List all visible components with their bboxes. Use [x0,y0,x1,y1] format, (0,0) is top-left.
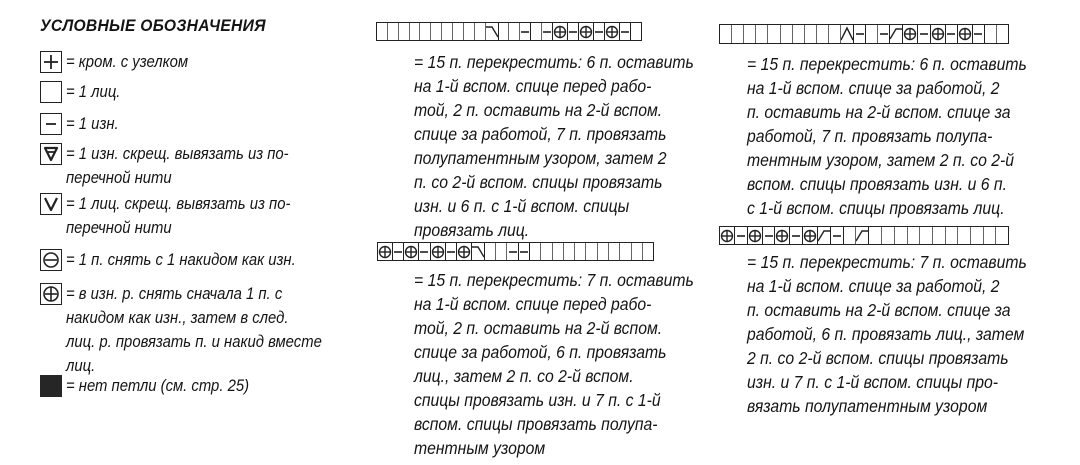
chart-cell-knit [377,23,388,40]
chart-cell-purl [519,243,530,260]
chart-cell-knit [895,227,908,244]
chart-cell-cable [485,243,496,260]
chart-cell-slip-knit-together [903,25,918,43]
chart-cell-knit [431,23,442,40]
chart-cell-cable-cross [472,243,485,260]
legend-item [40,50,202,74]
chart-cell-purl [620,23,631,40]
chart-cell-slip-knit-together [958,25,973,43]
chart-cell-knit [958,227,971,244]
chart-cell-cable-cross [818,227,831,244]
chart-cell-purl [946,25,958,43]
chart-cell-slip-knit-together [605,23,620,40]
legend-item-label: = 1 п. снять с 1 накидом как изн. [66,251,296,269]
chart-cell-knit [768,25,780,43]
chart-cell-knit [971,227,984,244]
chart-cell-knit [564,243,575,260]
chart-cell-slip-knit-together [457,243,472,260]
chart-cell-purl [520,23,531,40]
chart-cell-knit [531,23,542,40]
no-stitch-icon [40,375,62,397]
chart-cell-cable [499,23,510,40]
chart-cell-cable-cross [856,227,869,244]
chart-row-1 [376,22,642,41]
slip-knit-together-icon [40,283,62,305]
legend-item-label: = 1 лиц. [66,83,121,101]
chart-cell-knit [817,25,829,43]
chart-cell-knit [933,227,946,244]
legend-item-label: = 1 изн. [66,115,119,133]
chart-cell-knit [985,25,997,43]
chart-cell-knit [756,25,768,43]
legend-item-label: = 1 изн. скрещ. вывязать из по- перечной нити [66,145,289,187]
chart-cell-slip-knit-together [553,23,568,40]
legend-item-label: = кром. с узелком [66,53,189,71]
chart-cell-knit [475,23,486,40]
chart-cell-knit [781,25,793,43]
chart-cell-knit [399,23,410,40]
chart-cell-knit [996,227,1008,244]
chart-cell-knit [575,243,586,260]
chart-cell-purl [878,25,890,43]
legend-item [40,282,350,378]
chart-row-3 [377,242,654,261]
chart-cell-slip-knit-together [431,243,446,260]
chart-cell-knit [869,227,882,244]
chart-cell-knit [844,227,857,244]
chart-cell-purl [790,227,803,244]
chart-cell-knit [453,23,464,40]
chart-cell-cable-cross [841,25,854,43]
chart-cell-purl [594,23,605,40]
chart-cell-knit [631,23,641,40]
edge-knot-icon [40,51,62,73]
chart-cell-knit [984,227,997,244]
chart-cell-slip-knit-together [803,227,818,244]
chart-cell-purl [393,243,404,260]
twisted-purl-icon [40,143,62,165]
chart-cell-purl [419,243,430,260]
chart-cell-knit [744,25,756,43]
chart-cell-knit [920,227,933,244]
legend-item [40,192,315,240]
chart-cell-knit [866,25,878,43]
chart-cell-knit [829,25,841,43]
chart-cell-knit [609,243,620,260]
chart-cell-purl [973,25,985,43]
chart-cell-purl [507,243,518,260]
chart-cell-knit [420,23,431,40]
chart-cell-knit [586,243,597,260]
chart-cell-knit [620,243,631,260]
chart-cell-slip-knit-together [404,243,419,260]
chart-cell-knit [598,243,609,260]
legend-item-label: = в изн. р. снять сначала 1 п. с накидом как изн., затем в след. лиц. р. провязать п. и накид вместе лиц. [66,285,322,375]
chart-cell-purl [446,243,457,260]
chart-cell-knit [442,23,453,40]
chart-cell-purl [735,227,748,244]
chart-description-3: = 15 п. перекрестить: 7 п. оставить на 1-й вспом. спице перед рабо- той, 2 п. оставить на 2-й вспом. спице за работой, 6 п. провязать лиц., затем 2 п. со 2-й вспом. спицы провязать изн. и 7 п. с 1-й вспом. спицы провязать полупа- тентным узором [414,270,694,458]
purl-icon [40,113,62,135]
chart-cell-cable-cross [890,25,903,43]
chart-cell-cable-cross [486,23,499,40]
chart-cell-knit [805,25,817,43]
legend-item [40,374,269,398]
chart-row-2 [719,24,1009,44]
legend [40,16,385,42]
chart-cell-knit [720,25,732,43]
knit-icon [40,81,62,103]
chart-cell-knit [464,23,475,40]
twisted-knit-icon [40,193,62,215]
chart-cell-cable [496,243,507,260]
chart-cell-knit [530,243,541,260]
chart-cell-slip-knit-together [775,227,790,244]
chart-cell-purl [831,227,844,244]
chart-cell-purl [918,25,930,43]
legend-item [40,112,125,136]
chart-description-4: = 15 п. перекрестить: 7 п. оставить на 1-й вспом. спице за работой, 2 п. оставить на 2-й вспом. спице за работой, 6 п. провязать лиц., затем 2 п. со 2-й вспом. спицы провязать изн. и 7 п. с 1-й вспом. спицы про- вязать полупатентным узором [747,252,1027,416]
chart-cell-knit [541,243,552,260]
chart-cell-knit [410,23,421,40]
chart-cell-knit [997,25,1008,43]
legend-item [40,248,321,272]
chart-cell-knit [643,243,653,260]
chart-cell-cable [509,23,520,40]
legend-item [40,80,126,104]
chart-cell-slip-knit-together [931,25,946,43]
chart-cell-knit [388,23,399,40]
legend-title: УСЛОВНЫЕ ОБОЗНАЧЕНИЯ [40,16,266,35]
chart-cell-slip-knit-together [720,227,735,244]
chart-cell-knit [793,25,805,43]
chart-cell-slip-knit-together [378,243,393,260]
chart-cell-knit [946,227,959,244]
chart-cell-knit [632,243,643,260]
chart-cell-slip-knit-together [748,227,763,244]
legend-item [40,142,313,190]
chart-cell-purl [763,227,776,244]
chart-cell-purl [568,23,579,40]
chart-cell-knit [882,227,895,244]
chart-cell-purl [542,23,553,40]
chart-row-4 [719,226,1009,245]
chart-cell-knit [732,25,744,43]
chart-cell-purl [854,25,866,43]
chart-cell-knit [908,227,921,244]
slip-yo-purl-icon [40,249,62,271]
legend-item-label: = 1 лиц. скрещ. вывязать из по- перечной нити [66,195,291,237]
chart-description-2: = 15 п. перекрестить: 6 п. оставить на 1-й вспом. спице за работой, 2 п. оставить на 2-й вспом. спице за работой, 7 п. провязать полупа- тентным узором, затем 2 п. со 2-й вспом. спицы провязать изн. и 6 п. с 1-й вспом. спицы провязать лиц. [747,54,1027,218]
chart-description-1: = 15 п. перекрестить: 6 п. оставить на 1-й вспом. спице перед рабо- той, 2 п. оставить на 2-й вспом. спице за работой, 7 п. провязать полупатентным узором, затем 2 п. со 2-й вспом. спицы провязать изн. и 6 п. с 1-й вспом. спицы провязать лиц. [414,52,694,240]
chart-cell-knit [553,243,564,260]
chart-cell-slip-knit-together [579,23,594,40]
legend-item-label: = нет петли (см. стр. 25) [66,377,250,395]
